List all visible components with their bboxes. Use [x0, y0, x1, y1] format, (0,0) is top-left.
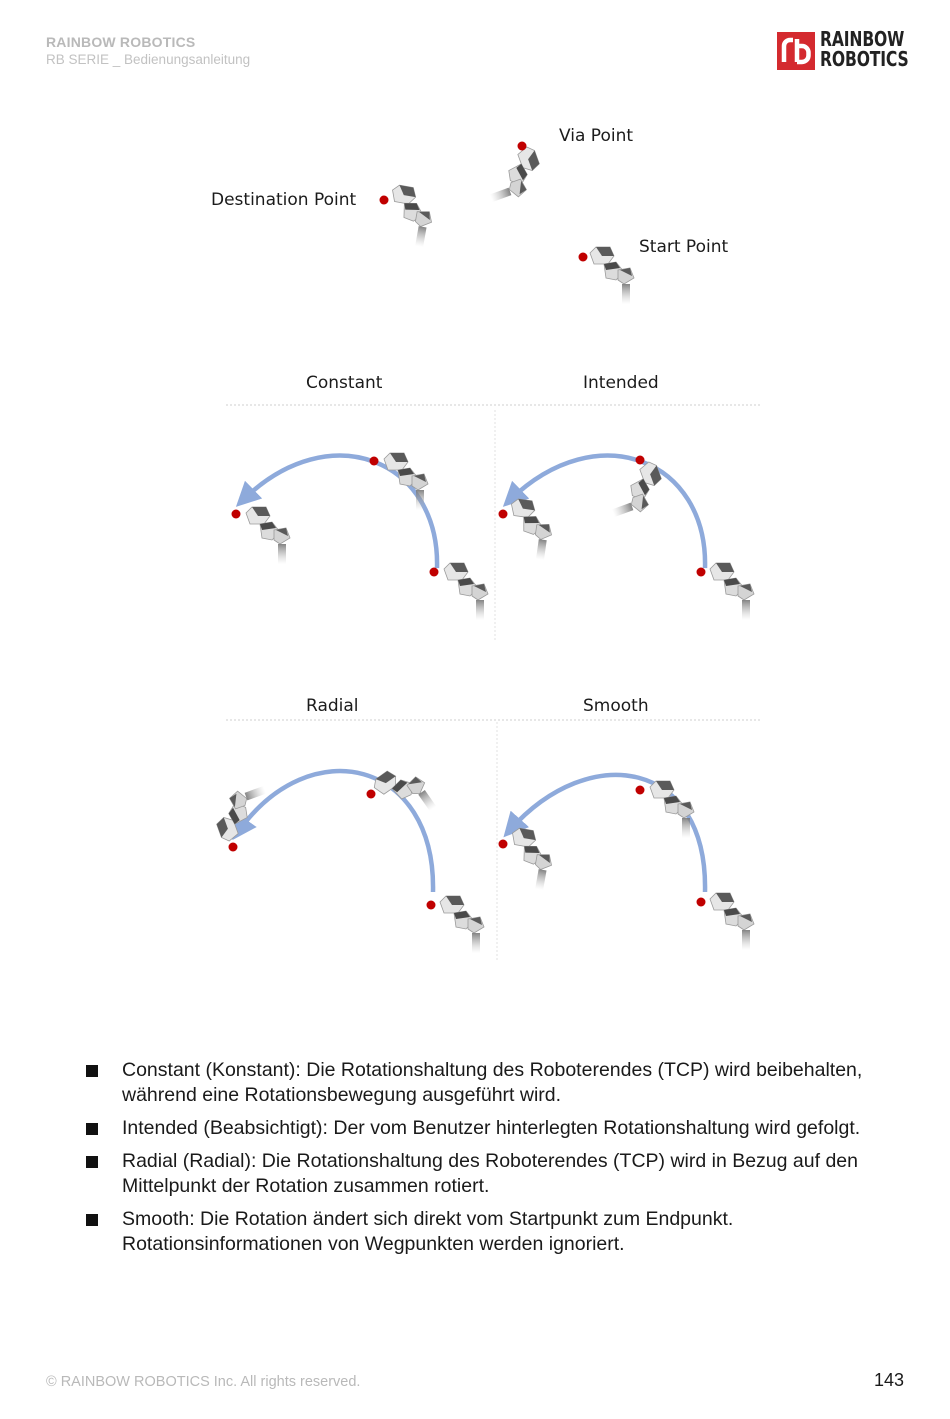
bullet-square-icon [86, 1214, 98, 1226]
panel-title-constant: Constant [306, 373, 383, 393]
header-subtitle: RB SERIE _ Bedienungsanleitung [46, 52, 251, 67]
page-number: 143 [873, 1370, 904, 1390]
intended-panel [499, 456, 755, 621]
destination-point-dot [380, 196, 389, 205]
bullet-square-icon [86, 1156, 98, 1168]
via-point-dot [518, 142, 527, 151]
start-robot-icon [590, 247, 634, 304]
via-robot-icon [479, 145, 548, 206]
bullet-square-icon [86, 1123, 98, 1135]
panel-title-intended: Intended [583, 373, 659, 393]
header-company: RAINBOW ROBOTICS [46, 34, 196, 50]
start-point-label: Start Point [639, 237, 729, 257]
smooth-panel [499, 775, 755, 950]
list-item-text: Constant (Konstant): Die Rotationshaltung des Roboterendes (TCP) wird beibehalten, während eine Rotationsbewegung ausgeführt wird. [122, 1059, 863, 1106]
list-item-text: Radial (Radial): Die Rotationshaltung des Roboterendes (TCP) wird in Bezug auf den Mittelpunkt der Rotation zusammen rotiert. [122, 1150, 858, 1197]
list-item [84, 1149, 914, 1199]
list-item-text: Smooth: Die Rotation ändert sich direkt vom Startpunkt zum Endpunkt. Rotationsinformationen von Wegpunkten werden ignoriert. [122, 1208, 734, 1255]
panel-title-smooth: Smooth [583, 696, 649, 716]
logo-line1: RAINBOW [820, 27, 905, 51]
destination-robot-icon [384, 184, 437, 248]
via-point-label: Via Point [559, 126, 634, 146]
panel-title-radial: Radial [306, 696, 359, 716]
footer-copyright: © RAINBOW ROBOTICS Inc. All rights reserved. [46, 1374, 361, 1390]
list-item [84, 1207, 914, 1257]
rotation-options-list [84, 1058, 914, 1265]
bullet-square-icon [86, 1065, 98, 1077]
logo-line2: ROBOTICS [820, 46, 909, 71]
start-point-dot [579, 253, 588, 262]
constant-panel [232, 453, 489, 620]
list-item [84, 1116, 914, 1141]
radial-panel [208, 757, 484, 953]
list-item-text: Intended (Beabsichtigt): Der vom Benutzer hinterlegten Rotationshaltung wird gefolgt. [122, 1117, 861, 1139]
destination-point-label: Destination Point [211, 190, 357, 210]
list-item [84, 1058, 914, 1108]
